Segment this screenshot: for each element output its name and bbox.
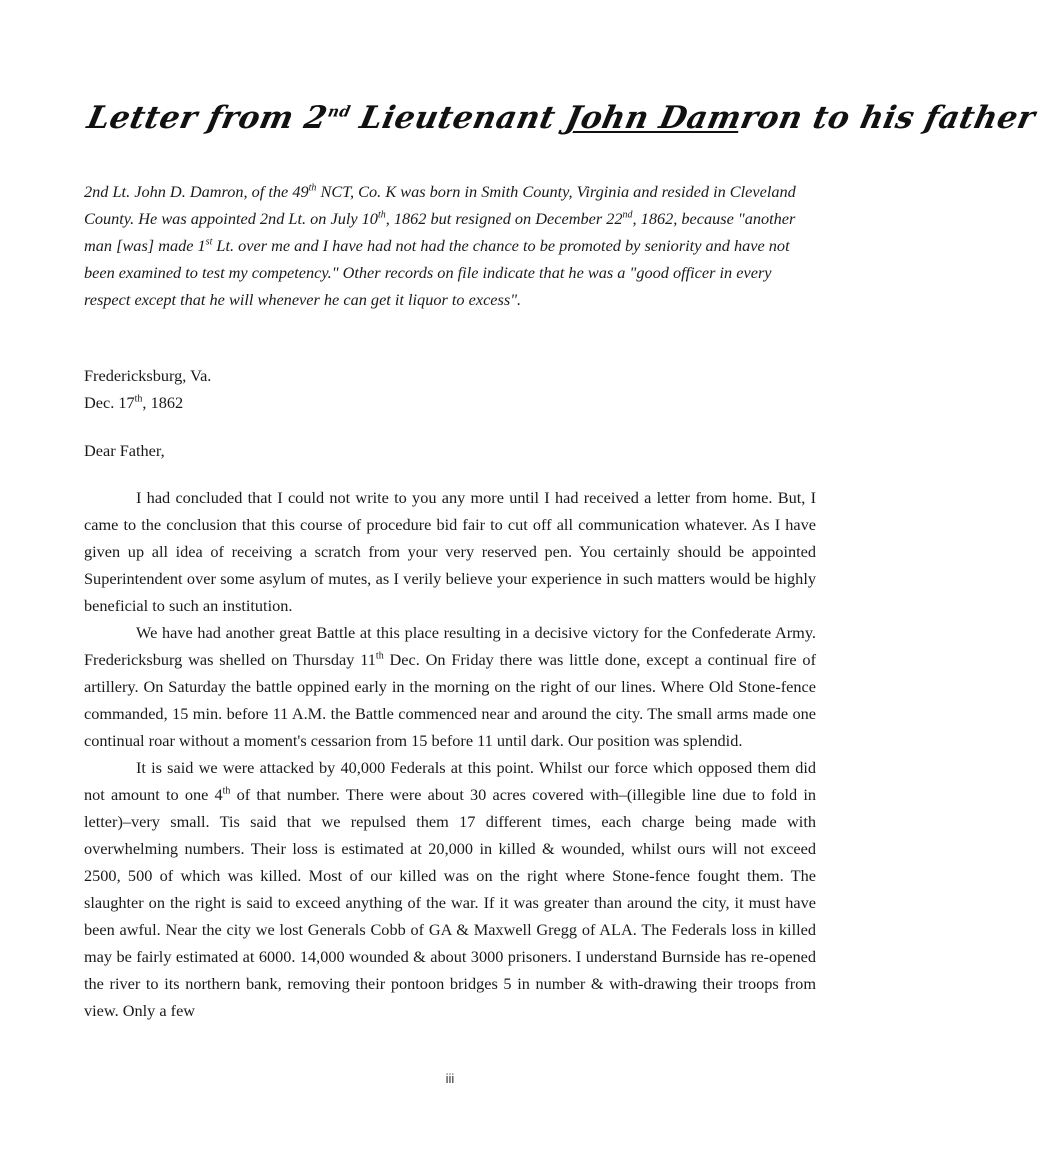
title-part-1: Letter from 2: [84, 100, 331, 136]
p2-text-1: We have had another great Battle at this place resulting in a decisive victory for the Confederate Army. Fredericksburg was shelled on Thursday 11: [84, 623, 816, 669]
date-sup: th: [134, 393, 143, 405]
title-name: John Dam: [562, 100, 746, 136]
letter-greeting: Dear Father,: [84, 441, 165, 460]
p3-sup: th: [222, 785, 231, 797]
title-part-3: ron to his father: [737, 100, 1039, 136]
intro-text-4: , 1862, because "another man [was] made 1: [84, 209, 796, 255]
letter-place: Fredericksburg, Va.: [84, 366, 212, 385]
intro-paragraph: [84, 178, 816, 313]
intro-text-1: 2nd Lt. John D. Damron, of the 49: [84, 182, 309, 201]
intro-sup-1: th: [308, 182, 317, 194]
letter-body: [84, 484, 816, 1024]
page-number: iii: [445, 1071, 455, 1086]
intro-sup-2: th: [377, 209, 386, 221]
body-paragraph-1: I had concluded that I could not write to you any more until I had received a letter from home. But, I came to the conclusion that this course of procedure bid fair to cut off all communication whatever. As I have given up all idea of receiving a scratch from your very reserved pen. You certainly should be appointed Superintendent over some asylum of mutes, as I verily believe your experience in such matters would be highly beneficial to such an institution.: [84, 488, 816, 615]
intro-sup-3: nd: [622, 209, 633, 221]
p2-sup: th: [375, 650, 384, 662]
letter-title: [84, 100, 1039, 136]
p3-text-2: of that number. There were about 30 acres covered with–(illegible line due to fold in letter)–very small. Tis said that we repulsed them 17 different times, each charge being made with overwhelming numbers. Their loss is estimated at 20,000 in killed & wounded, whilst ours will not exceed 2500, 500 of which was killed. Most of our killed was on the right where Stone-fence fought them. The slaughter on the right is said to exceed anything of the war. If it was greater than around the city, it must have been awful. Near the city we lost Generals Cobb of GA & Maxwell Gregg of ALA. The Federals loss in killed may be fairly estimated at 6000. 14,000 wounded & about 3000 prisoners. I understand Burnside has re-opened the river to its northern bank, removing their pontoon bridges 5 in number & with-drawing their troops from view. Only a few: [84, 785, 816, 1020]
date-text: Dec. 17: [84, 393, 135, 412]
body-paragraph-2: [84, 619, 816, 754]
p3-text-1: It is said we were attacked by 40,000 Federals at this point. Whilst our force which opposed them did not amount to one 4: [84, 758, 816, 804]
intro-sup-4: st: [205, 236, 213, 248]
letter-date: [84, 389, 183, 416]
title-sup: nd: [326, 102, 353, 121]
intro-text-5: Lt. over me and I have had not had the chance to be promoted by seniority and have not been examined to test my competency." Other records on file indicate that he was a "good officer in every respect except that he will whenever he can get it liquor to excess".: [84, 236, 790, 309]
title-part-2: Lieutenant: [345, 100, 571, 136]
intro-text-3: , 1862 but resigned on December 22: [385, 209, 623, 228]
intro-text-2: NCT, Co. K was born in Smith County, Virginia and resided in Cleveland County. He was appointed 2nd Lt. on July 10: [84, 182, 796, 228]
body-paragraph-3: [84, 754, 816, 1024]
p2-text-2: Dec. On Friday there was little done, except a continual fire of artillery. On Saturday the battle oppined early in the morning on the right of our lines. Where Old Stone-fence commanded, 15 min. before 11 A.M. the Battle commenced near and around the city. The small arms made one continual roar without a moment's cessarion from 15 before 11 until dark. Our position was splendid.: [84, 650, 816, 750]
date-year: , 1862: [142, 393, 184, 412]
